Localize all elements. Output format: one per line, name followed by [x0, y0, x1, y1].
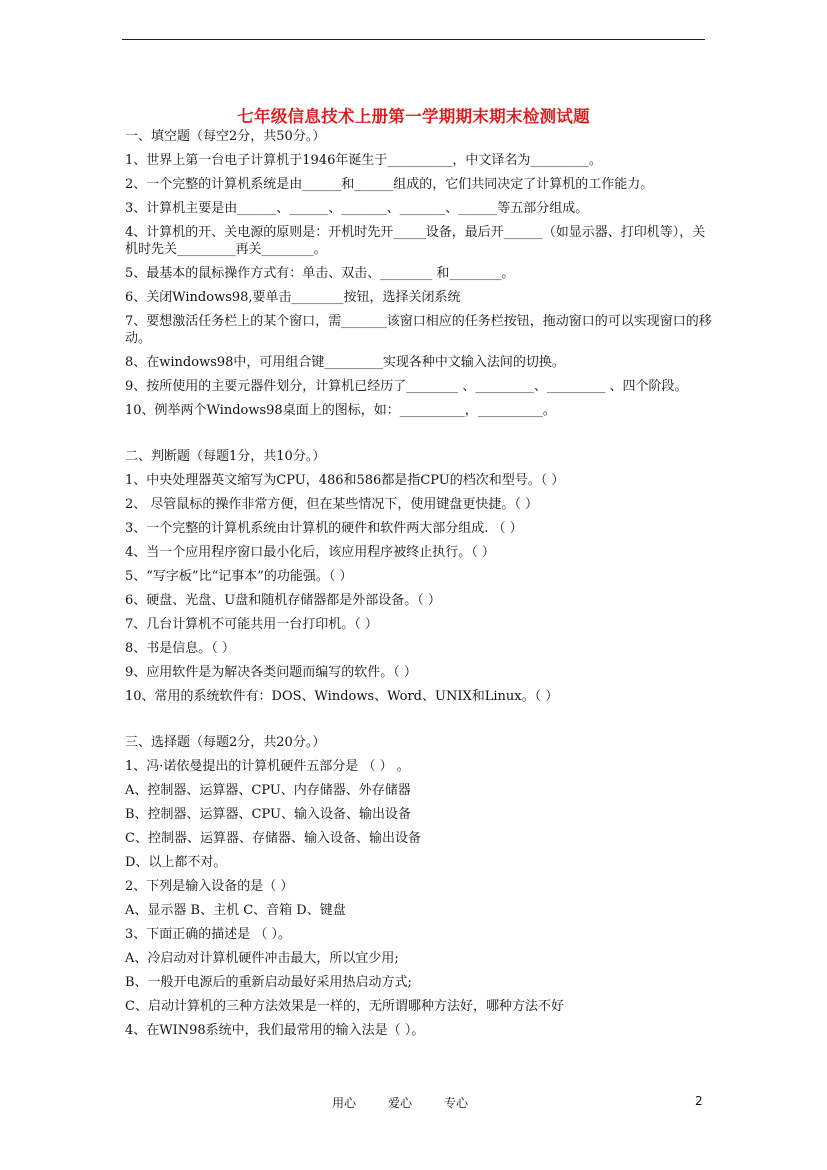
- answer-option: B、控制器、运算器、CPU、输入设备、输出设备: [125, 807, 411, 822]
- footer-motto: 专心: [444, 1096, 469, 1110]
- answer-option: A、冷启动对计算机硬件冲击最大，所以宜少用;: [125, 951, 399, 966]
- answer-option: A、显示器 B、主机 C、音箱 D、键盘: [125, 903, 346, 918]
- question-item: 3、计算机主要是由______、______、_______、_______、______等五部分组成。: [125, 201, 589, 216]
- section-heading: 二、判断题（每题1分，共10分。）: [125, 449, 326, 464]
- answer-option: A、控制器、运算器、CPU、内存储器、外存储器: [125, 783, 411, 798]
- question-item: 9、应用软件是为解决各类问题而编写的软件。（ ）: [125, 665, 417, 680]
- question-item: 1、中央处理器英文缩写为CPU，486和586都是指CPU的档次和型号。（ ）: [125, 473, 565, 488]
- question-item: 5、“写字板”比“记事本”的功能强。（ ）: [125, 569, 353, 584]
- question-item: 4、当一个应用程序窗口最小化后，该应用程序被终止执行。（ ）: [125, 545, 495, 560]
- question-item: 4、在WIN98系统中，我们最常用的输入法是（ ）。: [125, 1023, 425, 1038]
- question-item: 2、 尽管鼠标的操作非常方便，但在某些情况下，使用键盘更快捷。（ ）: [125, 497, 539, 512]
- question-item: 7、要想激活任务栏上的某个窗口，需_______该窗口相应的任务栏按钮，拖动窗口的可以实现窗口的移动。: [125, 314, 712, 346]
- exam-title: 七年级信息技术上册第一学期期末期末检测试题: [237, 107, 590, 126]
- answer-option: C、控制器、运算器、存储器、输入设备、输出设备: [125, 831, 421, 846]
- section-true-false: [125, 445, 715, 709]
- question-item: 2、一个完整的计算机系统是由______和______组成的，它们共同决定了计算机的工作能力。: [125, 177, 654, 192]
- question-item: 10、常用的系统软件有：DOS、Windows、Word、UNIX和Linux。（ ）: [125, 689, 559, 704]
- section-heading: 三、选择题（每题2分，共20分。）: [125, 735, 326, 750]
- section-heading: 一、填空题（每空2分，共50分。）: [125, 129, 326, 144]
- section-fill-in-blank: [125, 125, 715, 423]
- question-item: 8、在windows98中，可用组合键_________实现各种中文输入法间的切换。: [125, 355, 565, 370]
- page-number: 2: [695, 1094, 703, 1108]
- answer-option: B、一般开电源后的重新启动最好采用热启动方式;: [125, 975, 412, 990]
- answer-option: D、以上都不对。: [125, 855, 227, 870]
- section-spacer: [125, 423, 715, 445]
- question-item: 2、下列是输入设备的是（ ）: [125, 879, 294, 894]
- exam-body: [125, 125, 715, 1043]
- footer-motto: 爱心: [388, 1096, 413, 1110]
- question-item: 6、硬盘、光盘、U盘和随机存储器都是外部设备。（ ）: [125, 593, 441, 608]
- header-rule: [122, 39, 705, 40]
- question-item: 7、几台计算机不可能共用一台打印机。（ ）: [125, 617, 378, 632]
- question-item: 1、冯·诺依曼提出的计算机硬件五部分是 （ ） 。: [125, 759, 410, 774]
- footer-mottos: [332, 1094, 468, 1111]
- question-item: 3、下面正确的描述是 （ ）。: [125, 927, 292, 942]
- question-item: 1、世界上第一台电子计算机于1946年诞生于__________，中文译名为_________。: [125, 153, 602, 168]
- question-item: 3、一个完整的计算机系统由计算机的硬件和软件两大部分组成. （ ）: [125, 521, 523, 536]
- question-item: 10、例举两个Windows98桌面上的图标，如：__________，__________。: [125, 403, 556, 418]
- footer-motto: 用心: [332, 1096, 357, 1110]
- question-item: 8、书是信息。（ ）: [125, 641, 235, 656]
- question-item: 5、最基本的鼠标操作方式有：单击、双击、________ 和________。: [125, 266, 515, 281]
- question-item: 4、计算机的开、关电源的原则是：开机时先开_____设备，最后开______（如显示器、打印机等），关机时先关_________再关________。: [125, 225, 706, 257]
- question-item: 6、关闭Windows98,要单击________按钮，选择关闭系统: [125, 290, 461, 305]
- section-spacer: [125, 709, 715, 731]
- section-multiple-choice: [125, 731, 715, 1043]
- answer-option: C、启动计算机的三种方法效果是一样的，无所谓哪种方法好，哪种方法不好: [125, 999, 564, 1014]
- question-item: 9、按所使用的主要元器件划分，计算机已经历了________ 、_________、_________ 、四个阶段。: [125, 379, 688, 394]
